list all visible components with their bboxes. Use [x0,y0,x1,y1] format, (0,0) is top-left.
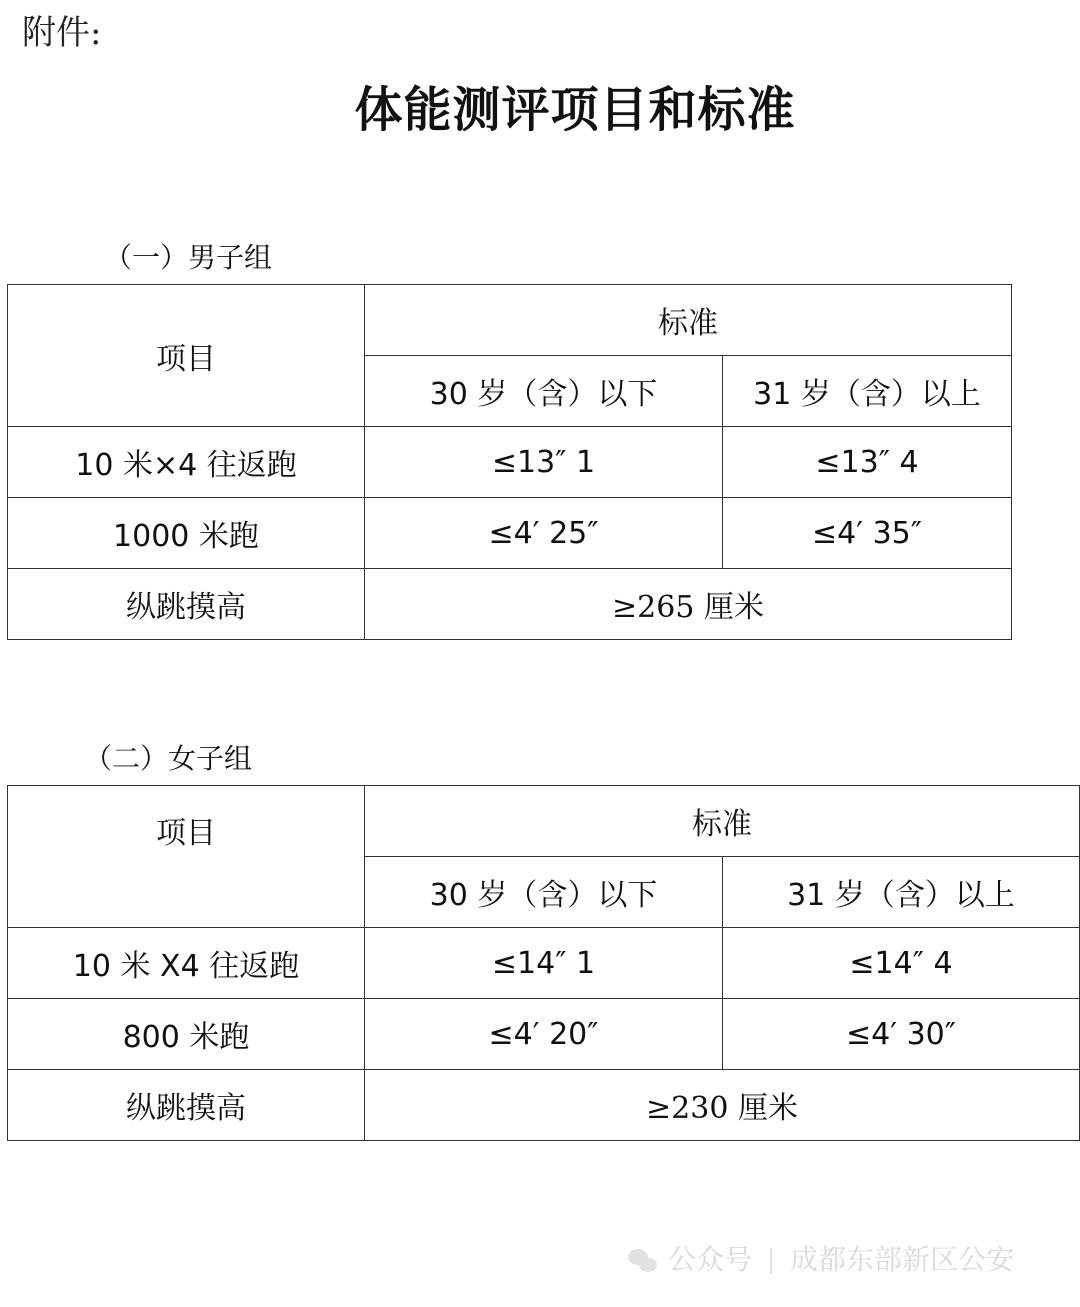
table-row [8,427,1012,498]
watermark-platform: 公众号 [668,1243,753,1276]
age-under-30-header: 30 岁（含）以下 [365,356,723,427]
item-header-cell: 项目 [8,285,365,427]
attachment-label: 附件: [22,13,102,53]
item-cell: 纵跳摸高 [8,1070,365,1141]
table-row [8,569,1012,640]
value-cell-over31: ≤4′ 35″ [723,498,1012,569]
item-cell: 1000 米跑 [8,498,365,569]
section-label-male: （一）男子组 [104,241,273,274]
watermark-account: 成都东部新区公安 [790,1243,1015,1276]
table-row [8,928,1080,999]
item-cell: 10 米×4 往返跑 [8,427,365,498]
male-standards-table [7,284,1012,640]
table-header-row [8,285,1012,356]
standard-header-cell: 标准 [365,285,1012,356]
age-under-30-header: 30 岁（含）以下 [365,857,723,928]
value-cell-merged: ≥265 厘米 [365,569,1012,640]
value-cell-under30: ≤13″ 1 [365,427,723,498]
value-cell-under30: ≤4′ 20″ [365,999,723,1070]
standard-header-cell: 标准 [365,786,1080,857]
document-title: 体能测评项目和标准 [354,82,796,138]
value-cell-under30: ≤4′ 25″ [365,498,723,569]
female-standards-table [7,785,1080,1141]
value-cell-merged: ≥230 厘米 [365,1070,1080,1141]
value-cell-over31: ≤4′ 30″ [723,999,1080,1070]
item-cell: 纵跳摸高 [8,569,365,640]
item-header-cell: 项目 [8,786,365,928]
value-cell-over31: ≤13″ 4 [723,427,1012,498]
age-over-31-header: 31 岁（含）以上 [723,356,1012,427]
section-label-female: （二）女子组 [84,742,253,775]
table-row [8,498,1012,569]
table-row [8,1070,1080,1141]
table-row [8,999,1080,1070]
item-cell: 10 米 X4 往返跑 [8,928,365,999]
watermark [628,1240,1014,1280]
table-header-row [8,786,1080,857]
watermark-divider [770,1248,772,1274]
item-cell: 800 米跑 [8,999,365,1070]
age-over-31-header: 31 岁（含）以上 [723,857,1080,928]
value-cell-over31: ≤14″ 4 [723,928,1080,999]
wechat-icon [628,1249,658,1273]
value-cell-under30: ≤14″ 1 [365,928,723,999]
